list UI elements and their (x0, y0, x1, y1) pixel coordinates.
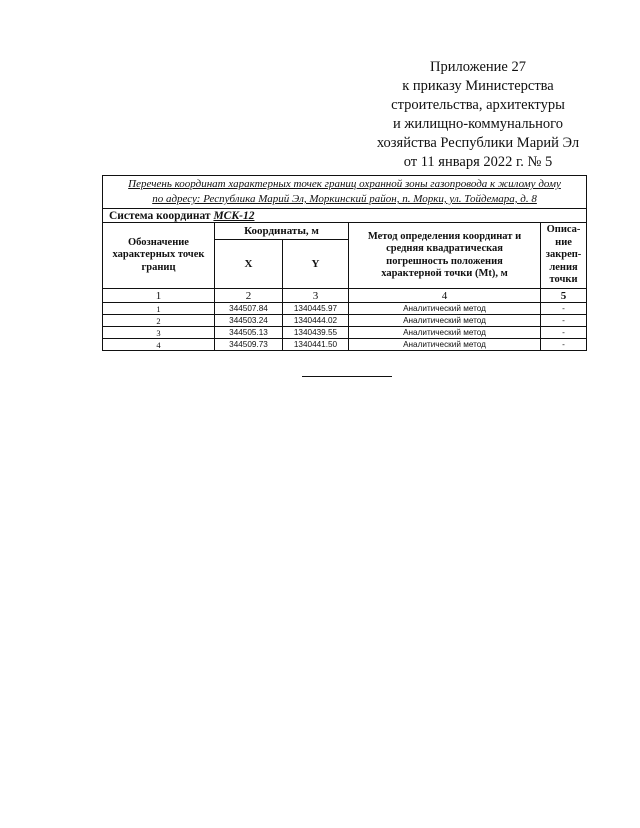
cell-point: 1 (103, 303, 215, 315)
header-text: ние (555, 236, 572, 248)
cell-y: 1340445.97 (283, 303, 349, 315)
header-y: Y (283, 240, 349, 289)
cell-method: Аналитический метод (349, 303, 541, 315)
coordinate-system-label: Система координат (109, 209, 211, 222)
column-number: 3 (283, 289, 349, 303)
coordinates-table (102, 175, 587, 351)
separator-line (302, 376, 392, 377)
header-text: границ (141, 261, 176, 273)
cell-description: - (541, 315, 587, 327)
coordinate-system-name: МСК-12 (213, 209, 255, 222)
cell-x: 344505.13 (215, 327, 283, 339)
column-number-row (103, 289, 587, 303)
table-row (103, 303, 587, 315)
cell-y: 1340444.02 (283, 315, 349, 327)
column-number: 2 (215, 289, 283, 303)
header-text: характерных точек (112, 249, 205, 261)
header-text: погрешность положения (386, 255, 503, 267)
table-row (103, 315, 587, 327)
appendix-line: хозяйства Республики Марий Эл (376, 135, 580, 151)
coordinate-system (103, 209, 587, 223)
appendix-header (360, 58, 596, 172)
header-text: средняя квадратическая (386, 243, 503, 254)
header-text: Метод определения координат и (367, 230, 522, 242)
cell-point: 3 (103, 327, 215, 339)
cell-point: 2 (103, 315, 215, 327)
cell-description: - (541, 303, 587, 315)
header-text: характерной точки (Mt), м (381, 268, 508, 279)
cell-y: 1340441.50 (283, 339, 349, 351)
cell-x: 344507.84 (215, 303, 283, 315)
table-title (103, 176, 587, 209)
table-title-line: Перечень координат характерных точек границ охранной зоны газопровода к жилому дому (128, 178, 561, 190)
header-x: X (215, 240, 283, 289)
header-coordinates: Координаты, м (215, 223, 349, 240)
header-point-designation (103, 223, 215, 289)
appendix-line: к приказу Министерства (402, 78, 554, 94)
column-number: 1 (103, 289, 215, 303)
column-number: 4 (349, 289, 541, 303)
cell-y: 1340439.55 (283, 327, 349, 339)
header-text: Описа- (546, 224, 581, 236)
table-title-line: по адресу: Республика Марий Эл, Моркинский район, п. Морки, ул. Тойдемара, д. 8 (152, 193, 537, 205)
cell-method: Аналитический метод (349, 327, 541, 339)
table-row (103, 327, 587, 339)
appendix-line: от 11 января 2022 г. № 5 (403, 154, 553, 170)
header-method (349, 223, 541, 289)
table-row (103, 339, 587, 351)
cell-method: Аналитический метод (349, 315, 541, 327)
appendix-line: строительства, архитектуры (391, 97, 565, 113)
appendix-line: Приложение 27 (430, 59, 526, 75)
cell-x: 344503.24 (215, 315, 283, 327)
appendix-line: и жилищно-коммунального (392, 116, 564, 132)
header-text: ления (549, 261, 578, 273)
cell-description: - (541, 327, 587, 339)
cell-x: 344509.73 (215, 339, 283, 351)
column-number: 5 (541, 289, 587, 303)
header-text: точки (549, 274, 578, 286)
cell-point: 4 (103, 339, 215, 351)
cell-description: - (541, 339, 587, 351)
cell-method: Аналитический метод (349, 339, 541, 351)
header-description (541, 223, 587, 289)
header-text: закреп- (545, 249, 582, 261)
header-text: Обозначение (128, 236, 189, 248)
